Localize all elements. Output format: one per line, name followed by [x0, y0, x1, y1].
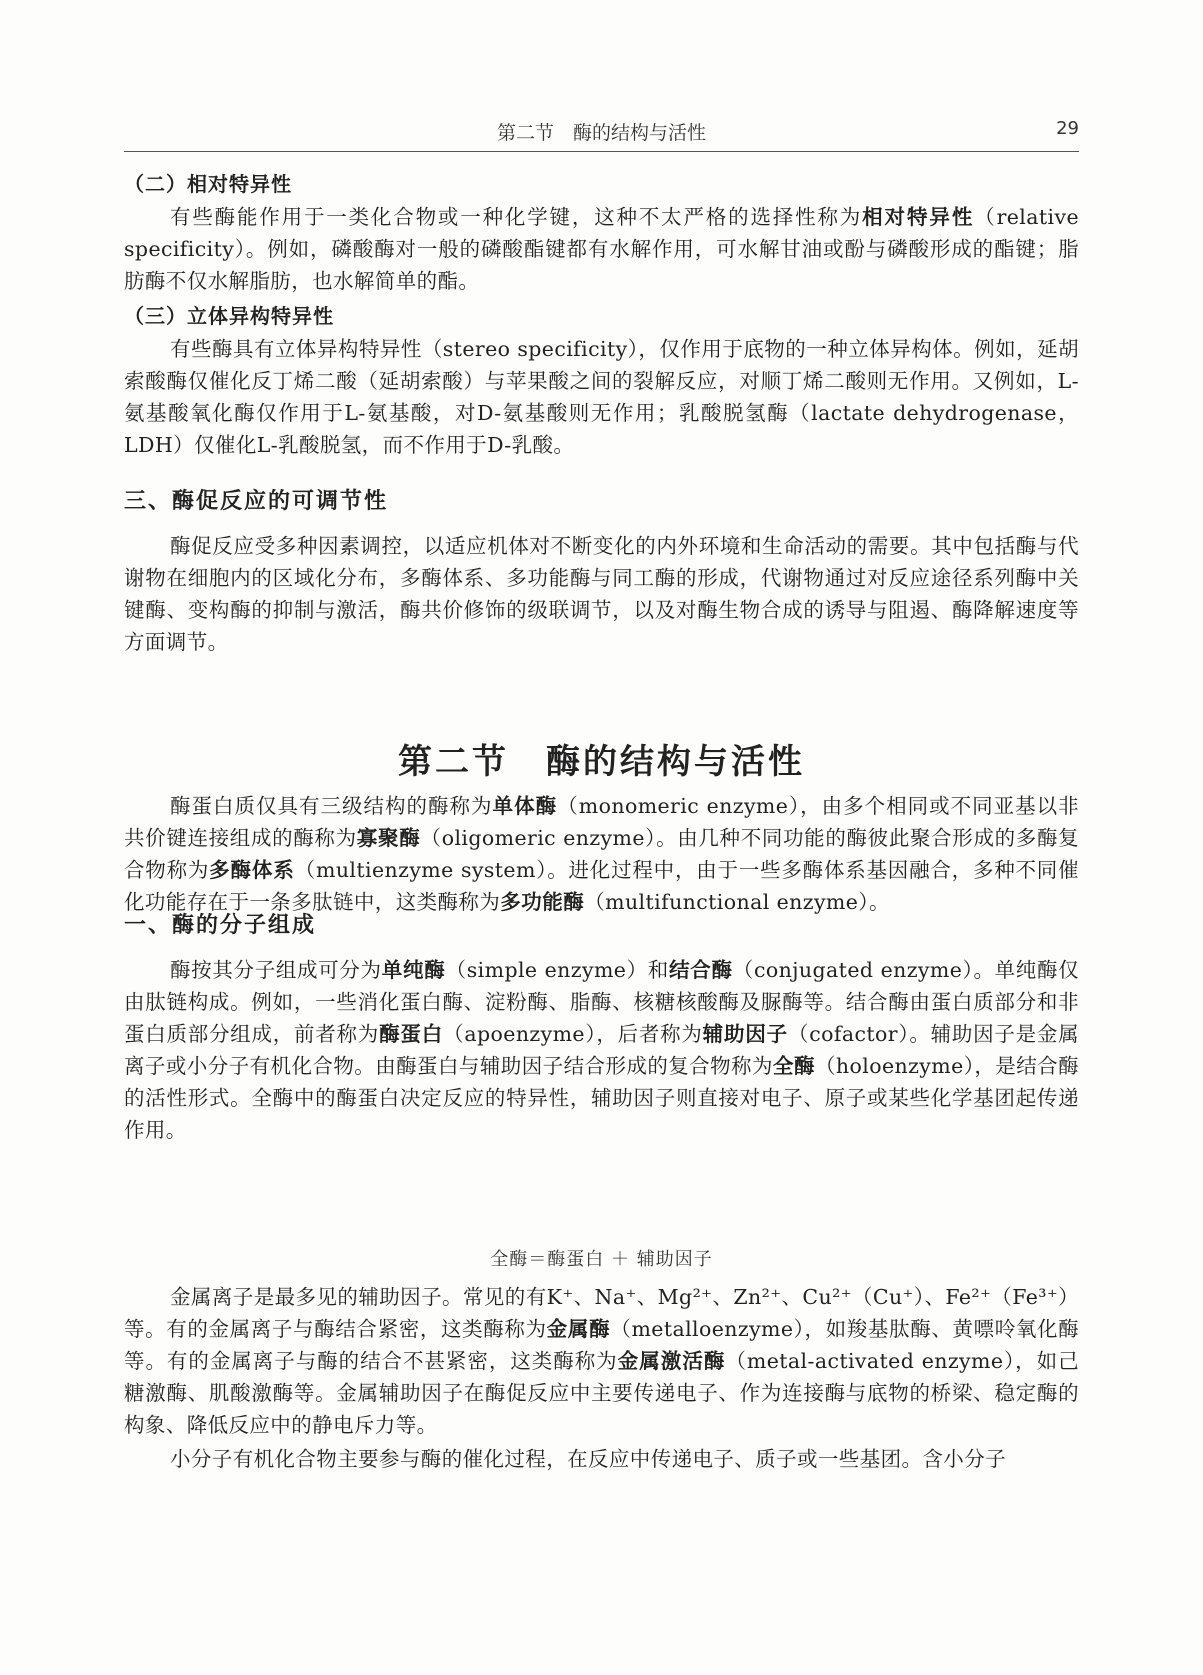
text: 酶按其分子组成可分为	[170, 958, 382, 982]
text: （holoenzyme），是结合酶的活性形式。全酶中的酶蛋白决定反应的特异性，辅助因子则直接对电子、原子或某些化学基团起传递作用。	[124, 1054, 1080, 1142]
term-monomeric-enzyme: 单体酶	[492, 794, 558, 818]
term-relative-specificity: 相对特异性	[862, 205, 975, 229]
term-cofactor: 辅助因子	[702, 1022, 789, 1046]
term-holoenzyme: 全酶	[772, 1054, 815, 1078]
term-oligomeric-enzyme: 寡聚酶	[356, 826, 421, 850]
paragraph-section-intro	[124, 790, 1079, 918]
page-number: 29	[1056, 118, 1079, 139]
term-multifunctional-enzyme: 多功能酶	[500, 890, 585, 914]
text: （conjugated enzyme）。单纯酶仅由肽链构成。例如，一些消化蛋白酶、淀粉酶、脂酶、核糖核酸酶及脲酶等。结合酶由蛋白质部分和非蛋白质部分组成，前者称为	[124, 958, 1080, 1046]
running-header	[124, 118, 1079, 154]
term-metal-activated-enzyme: 金属激活酶	[617, 1349, 726, 1373]
text: （relative specificity）。例如，磷酸酶对一般的磷酸酯键都有水解作用，可水解甘油或酚与磷酸形成的酯键；脂肪酶不仅水解脂肪，也水解简单的酯。	[124, 205, 1079, 293]
text: （apoenzyme），后者称为	[443, 1022, 703, 1046]
running-header-title: 第二节 酶的结构与活性	[496, 122, 706, 144]
paragraph-organic-cofactors: 小分子有机化合物主要参与酶的催化过程，在反应中传递电子、质子或一些基团。含小分子	[170, 1447, 1006, 1471]
metal-ion-list: K⁺、Na⁺、Mg²⁺、Zn²⁺、Cu²⁺（Cu⁺）、Fe²⁺（Fe³⁺）	[546, 1285, 1080, 1309]
text: （multienzyme system）。进化过程中，由于一些多酶体系基因融合，多种不同催化功能存在于一条多肽链中，这类酶称为	[124, 858, 1079, 914]
term-multienzyme-system: 多酶体系	[209, 858, 295, 882]
text: （metalloenzyme），如羧基肽酶、黄嘌呤氧化酶等。有的金属离子与酶的结合不甚紧密，这类酶称为	[124, 1317, 1080, 1373]
text: （multifunctional enzyme）。	[584, 890, 890, 914]
paragraph-relative-specificity	[124, 201, 1079, 297]
paragraph-composition	[124, 954, 1079, 1146]
term-simple-enzyme: 单纯酶	[381, 958, 446, 982]
term-metalloenzyme: 金属酶	[546, 1317, 611, 1341]
subsection-heading-stereo-specificity: （三）立体异构特异性	[124, 304, 334, 328]
section-title: 第二节 酶的结构与活性	[398, 742, 805, 782]
text: （monomeric enzyme），由多个相同或不同亚基以非共价键连接组成的酶称为	[124, 794, 1080, 850]
paragraph-regulation: 酶促反应受多种因素调控，以适应机体对不断变化的内外环境和生命活动的需要。其中包括酶与代谢物在细胞内的区域化分布，多酶体系、多功能酶与同工酶的形成，代谢物通过对反应途径系列酶中关键酶、变构酶的抑制与激活，酶共价修饰的级联调节，以及对酶生物合成的诱导与阻遏、酶降解速度等方面调节。	[124, 534, 1079, 654]
text: （metal-activated enzyme），如己糖激酶、肌酸激酶等。金属辅助因子在酶促反应中主要传递电子、作为连接酶与底物的桥梁、稳定酶的构象、降低反应中的静电斥力等。	[124, 1349, 1079, 1437]
term-conjugated-enzyme: 结合酶	[668, 958, 733, 982]
header-rule	[124, 151, 1079, 152]
text: 有些酶能作用于一类化合物或一种化学键，这种不太严格的选择性称为	[170, 205, 863, 229]
text: （oligomeric enzyme）。由几种不同功能的酶彼此聚合形成的多酶复合物称为	[124, 826, 1080, 882]
section-heading-molecular-composition: 一、酶的分子组成	[124, 913, 317, 938]
text: 金属离子是最多见的辅助因子。常见的有	[170, 1285, 547, 1309]
section-heading-regulation: 三、酶促反应的可调节性	[124, 489, 389, 514]
term-apoenzyme: 酶蛋白	[379, 1022, 444, 1046]
text: 等。有的金属离子与酶结合紧密，这类酶称为	[124, 1317, 547, 1341]
text: （cofactor）。辅助因子是金属离子或小分子有机化合物。由酶蛋白与辅助因子结合形成的复合物称为	[124, 1022, 1080, 1078]
paragraph-metal-ions	[124, 1281, 1079, 1441]
holoenzyme-formula: 全酶＝酶蛋白 ＋ 辅助因子	[490, 1249, 713, 1270]
text: （simple enzyme）和	[445, 958, 669, 982]
text: 酶蛋白质仅具有三级结构的酶称为	[170, 794, 493, 818]
paragraph-stereo-specificity: 有些酶具有立体异构特异性（stereo specificity），仅作用于底物的一种立体异构体。例如，延胡索酸酶仅催化反丁烯二酸（延胡索酸）与苹果酸之间的裂解反应，对顺丁烯二酸则无作用。又例如，L-氨基酸氧化酶仅作用于L-氨基酸，对D-氨基酸则无作用；乳酸脱氢酶（lactate dehydrogenase，LDH）仅催化L-乳酸脱氢，而不作用于D-乳酸。	[124, 337, 1079, 457]
subsection-heading-relative-specificity: （二）相对特异性	[124, 172, 292, 196]
